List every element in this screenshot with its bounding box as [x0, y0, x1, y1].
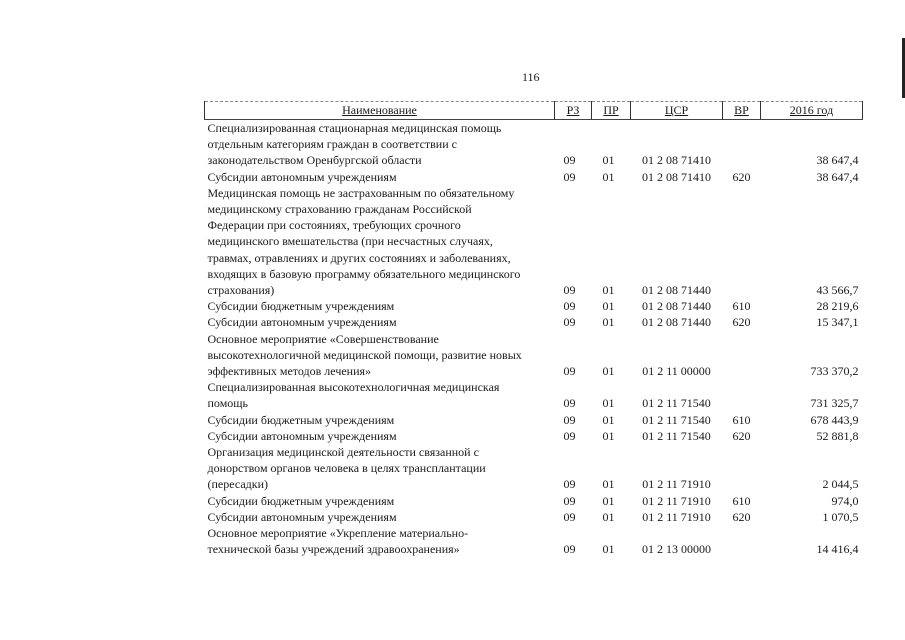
row-csr: 01 2 11 71540	[642, 412, 711, 427]
row-csr: 01 2 11 71540	[642, 396, 711, 411]
row-name-line: медицинскому страхованию гражданам Российской	[207, 202, 472, 217]
row-name	[205, 185, 555, 298]
header-csr: ЦСР	[631, 102, 723, 120]
row-name-line: Организация медицинской деятельности связанной с	[207, 445, 479, 460]
row-csr: 01 2 11 71540	[642, 428, 711, 443]
row-name-line: Субсидии автономным учреждениям	[207, 509, 397, 524]
row-name-line: отдельным категориям граждан в соответствии с	[207, 137, 457, 152]
row-rz: 09	[563, 509, 576, 524]
table-header	[205, 102, 863, 120]
table-row	[205, 314, 863, 330]
row-sum: 14 416,4	[816, 542, 859, 557]
table-row	[205, 509, 863, 525]
header-vr: ВР	[723, 102, 761, 120]
row-pr: 01	[602, 364, 615, 379]
row-csr: 01 2 08 71410	[642, 169, 711, 184]
row-vr: 610	[732, 412, 751, 427]
row-rz: 09	[563, 364, 576, 379]
row-csr: 01 2 11 71910	[642, 493, 711, 508]
row-name	[205, 331, 555, 380]
row-name-line: Субсидии бюджетным учреждениям	[207, 412, 395, 427]
row-name-line: Субсидии автономным учреждениям	[207, 169, 397, 184]
header-sum: 2016 год	[761, 102, 863, 120]
row-vr	[723, 331, 761, 380]
row-rz: 09	[563, 412, 576, 427]
row-name-line: помощь	[207, 396, 248, 411]
header-name: Наименование	[205, 102, 555, 120]
row-name	[205, 412, 555, 428]
row-name-line: донорством органов человека в целях трансплантации	[207, 461, 486, 476]
row-sum: 1 070,5	[822, 509, 859, 524]
row-vr	[723, 444, 761, 493]
row-sum: 28 219,6	[816, 299, 859, 314]
row-csr: 01 2 11 00000	[642, 364, 711, 379]
row-rz: 09	[563, 493, 576, 508]
row-name-line: медицинского вмешательства (при несчастных случаях,	[207, 234, 493, 249]
row-name	[205, 509, 555, 525]
row-csr: 01 2 08 71440	[642, 299, 711, 314]
row-sum: 52 881,8	[816, 428, 859, 443]
row-rz: 09	[563, 169, 576, 184]
table-row	[205, 493, 863, 509]
table-row	[205, 169, 863, 185]
row-rz: 09	[563, 283, 576, 298]
header-row	[205, 102, 863, 120]
row-name	[205, 493, 555, 509]
row-name-line: входящих в базовую программу обязательного медицинского	[207, 266, 521, 281]
row-sum: 974,0	[831, 493, 859, 508]
row-name-line: Медицинская помощь не застрахованным по обязательному	[207, 185, 515, 200]
row-name-line: эффективных методов лечения»	[207, 364, 372, 379]
row-pr: 01	[602, 493, 615, 508]
row-rz: 09	[563, 477, 576, 492]
row-name-line: Специализированная высокотехнологичная медицинская	[207, 380, 500, 395]
row-name-line: Субсидии автономным учреждениям	[207, 428, 397, 443]
table-row	[205, 298, 863, 314]
row-name-line: Федерации при состояниях, требующих срочного	[207, 218, 461, 233]
row-vr: 620	[732, 315, 751, 330]
table-row	[205, 185, 863, 298]
row-vr	[723, 379, 761, 411]
row-pr: 01	[602, 169, 615, 184]
table-body	[205, 120, 863, 558]
table-row	[205, 412, 863, 428]
row-sum: 38 647,4	[816, 153, 859, 168]
row-csr: 01 2 08 71440	[642, 283, 711, 298]
row-name	[205, 444, 555, 493]
row-rz: 09	[563, 299, 576, 314]
row-pr: 01	[602, 477, 615, 492]
row-name	[205, 525, 555, 557]
row-sum: 43 566,7	[816, 283, 859, 298]
row-rz: 09	[563, 542, 576, 557]
row-vr	[723, 525, 761, 557]
row-name-line: высокотехнологичной медицинской помощи, развитие новых	[207, 347, 522, 362]
row-csr: 01 2 11 71910	[642, 477, 711, 492]
page-number: 116	[522, 70, 540, 84]
row-name	[205, 314, 555, 330]
row-sum: 731 325,7	[810, 396, 859, 411]
row-sum: 678 443,9	[810, 412, 859, 427]
row-name-line: Субсидии автономным учреждениям	[207, 315, 397, 330]
row-vr: 620	[732, 428, 751, 443]
row-vr	[723, 185, 761, 298]
row-pr: 01	[602, 283, 615, 298]
row-csr: 01 2 13 00000	[642, 542, 711, 557]
row-vr: 610	[732, 493, 751, 508]
row-name-line: Субсидии бюджетным учреждениям	[207, 299, 395, 314]
row-pr: 01	[602, 396, 615, 411]
row-name	[205, 120, 555, 169]
row-name-line: Субсидии бюджетным учреждениям	[207, 493, 395, 508]
table-row	[205, 525, 863, 557]
row-pr: 01	[602, 299, 615, 314]
row-name-line: (пересадки)	[207, 477, 269, 492]
row-name-line: травмах, отравлениях и других состояниях и заболеваниях,	[207, 250, 511, 265]
row-pr: 01	[602, 412, 615, 427]
row-pr: 01	[602, 428, 615, 443]
row-name-line: Специализированная стационарная медицинская помощь	[207, 121, 502, 135]
row-vr	[723, 120, 761, 169]
row-sum: 15 347,1	[816, 315, 859, 330]
row-sum: 2 044,5	[822, 477, 859, 492]
header-rz: РЗ	[555, 102, 592, 120]
row-name	[205, 169, 555, 185]
row-pr: 01	[602, 153, 615, 168]
row-csr: 01 2 11 71910	[642, 509, 711, 524]
row-csr: 01 2 08 71440	[642, 315, 711, 330]
row-name-line: Основное мероприятие «Совершенствование	[207, 331, 439, 346]
row-rz: 09	[563, 315, 576, 330]
row-name	[205, 298, 555, 314]
row-csr: 01 2 08 71410	[642, 153, 711, 168]
row-pr: 01	[602, 542, 615, 557]
row-sum: 38 647,4	[816, 169, 859, 184]
table-row	[205, 331, 863, 380]
table-row	[205, 379, 863, 411]
row-rz: 09	[563, 153, 576, 168]
row-name-line: страхования)	[207, 283, 275, 298]
row-name	[205, 379, 555, 411]
row-sum: 733 370,2	[810, 364, 859, 379]
row-vr: 620	[732, 509, 751, 524]
table-row	[205, 428, 863, 444]
row-pr: 01	[602, 315, 615, 330]
table-row	[205, 444, 863, 493]
row-vr: 620	[732, 169, 751, 184]
row-name-line: законодательством Оренбургской области	[207, 153, 422, 168]
row-rz: 09	[563, 396, 576, 411]
row-name-line: Основное мероприятие «Укрепление материально-	[207, 526, 469, 541]
table-row	[205, 120, 863, 169]
budget-table	[204, 101, 863, 557]
row-name-line: технической базы учреждений здравоохранения»	[207, 542, 460, 557]
row-vr: 610	[732, 299, 751, 314]
row-name	[205, 428, 555, 444]
row-pr: 01	[602, 509, 615, 524]
row-rz: 09	[563, 428, 576, 443]
header-pr: ПР	[592, 102, 631, 120]
